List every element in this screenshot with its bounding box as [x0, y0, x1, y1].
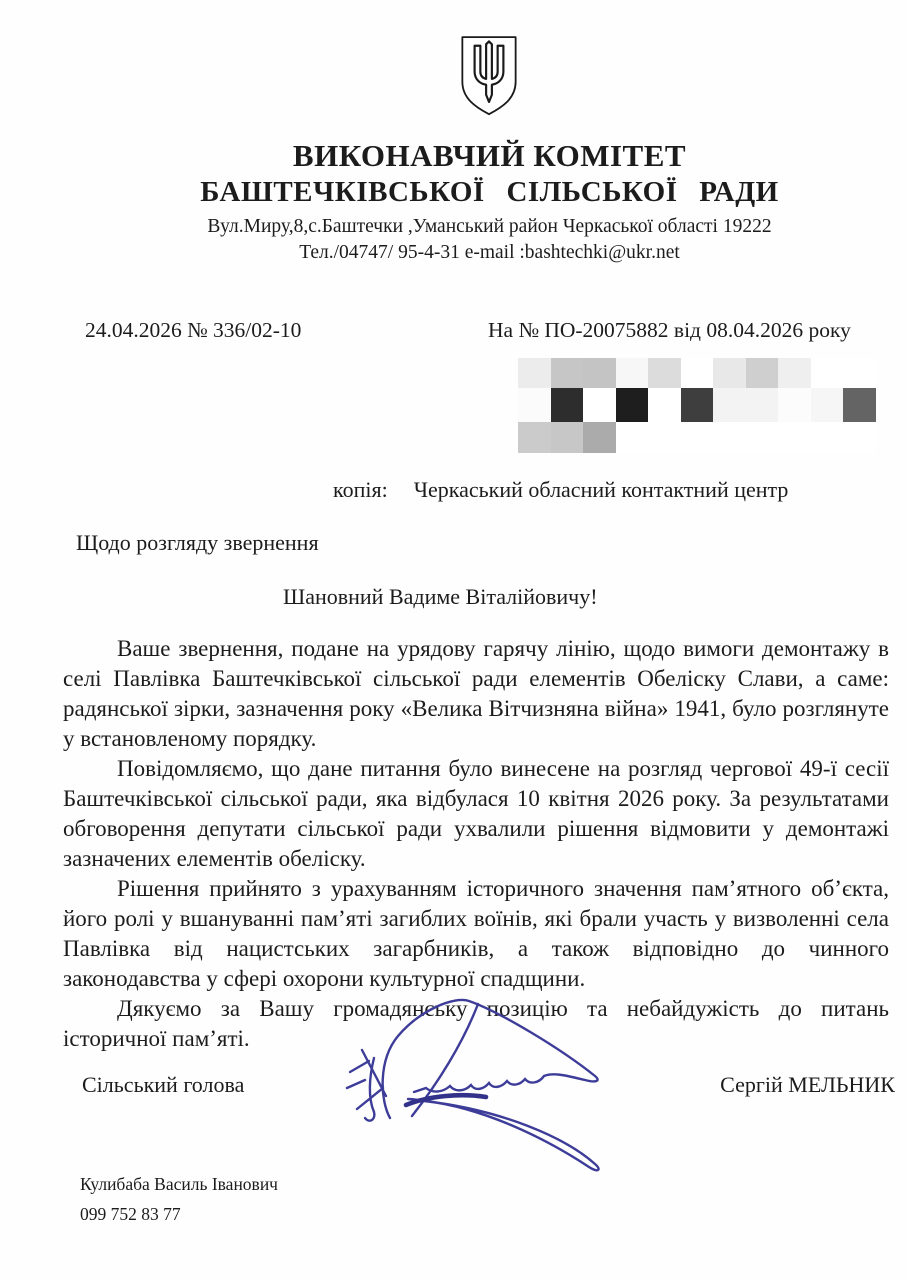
- org-name-line2: БАШТЕЧКІВСЬКОЇ СІЛЬСЬКОЇ РАДИ: [200, 176, 779, 208]
- mosaic-cell: [681, 358, 714, 388]
- body-paragraph: Рішення прийнято з урахуванням історичного значення пам’ятного об’єкта, його ролі у вшануванні пам’яті загиблих воїнів, які брали участь у визволенні села Павлівка від нацистських загарбників, а також відповідно до чинного законодавства у сфері охорони культурної спадщини.: [63, 876, 889, 991]
- mosaic-cell: [778, 388, 811, 422]
- mosaic-cell: [583, 422, 616, 453]
- outgoing-reference: 24.04.2026 № 336/02-10: [85, 318, 302, 342]
- redacted-recipient-mosaic: [518, 358, 876, 453]
- mosaic-cell: [616, 358, 649, 388]
- mosaic-cell: [681, 422, 714, 453]
- executor-phone: 099 752 83 77: [80, 1204, 181, 1224]
- incoming-reference: На № ПО-20075882 від 08.04.2026 року: [488, 318, 851, 342]
- copy-line: [333, 477, 788, 503]
- mosaic-cell: [746, 358, 779, 388]
- copy-label: копія:: [333, 477, 388, 502]
- mosaic-cell: [681, 388, 714, 422]
- mosaic-cell: [648, 388, 681, 422]
- mosaic-cell: [746, 388, 779, 422]
- mosaic-cell: [518, 422, 551, 453]
- mosaic-cell: [551, 358, 584, 388]
- mosaic-cell: [518, 388, 551, 422]
- mosaic-cell: [811, 388, 844, 422]
- handwritten-signature: [328, 988, 662, 1190]
- signer-position: Сільський голова: [82, 1072, 245, 1097]
- org-address: Вул.Миру,8,с.Баштечки ,Уманський район Черкаської області 19222: [207, 216, 772, 237]
- mosaic-cell: [811, 358, 844, 388]
- mosaic-cell: [843, 422, 876, 453]
- mosaic-cell: [648, 358, 681, 388]
- subject-line: Щодо розгляду звернення: [76, 530, 319, 555]
- mosaic-cell: [843, 388, 876, 422]
- mosaic-cell: [648, 422, 681, 453]
- mosaic-cell: [583, 358, 616, 388]
- body-paragraph: Ваше звернення, подане на урядову гарячу лінію, щодо вимоги демонтажу в селі Павлівка Баштечківської сільської ради елементів Обеліску Слави, а саме: радянської зірки, зазначення року «Велика Вітчизняна війна» 1941, було розглянуте у встановленому порядку.: [63, 636, 889, 751]
- mosaic-cell: [583, 388, 616, 422]
- copy-recipient: Черкаський обласний контактний центр: [413, 477, 789, 502]
- mosaic-cell: [551, 422, 584, 453]
- mosaic-cell: [843, 358, 876, 388]
- mosaic-cell: [616, 388, 649, 422]
- mosaic-cell: [713, 422, 746, 453]
- mosaic-cell: [616, 422, 649, 453]
- mosaic-cell: [518, 358, 551, 388]
- salutation: Шановний Вадиме Віталійовичу!: [283, 584, 598, 609]
- ukraine-trident-icon: [453, 34, 525, 118]
- org-contact: Тел./04747/ 95-4-31 e-mail :bashtechki@ukr.net: [299, 242, 680, 263]
- mosaic-cell: [713, 388, 746, 422]
- mosaic-cell: [713, 358, 746, 388]
- signer-name: Сергій МЕЛЬНИК: [720, 1072, 895, 1097]
- mosaic-cell: [551, 388, 584, 422]
- body-paragraph: Дякуємо за Вашу громадянську позицію та небайдужість до питань історичної пам’яті.: [63, 996, 889, 1051]
- mosaic-cell: [778, 358, 811, 388]
- org-name-line1: ВИКОНАВЧИЙ КОМІТЕТ: [292, 138, 687, 173]
- mosaic-cell: [778, 422, 811, 453]
- body-paragraph: Повідомляємо, що дане питання було винесене на розгляд чергової 49-ї сесії Баштечківської сільської ради, яка відбулася 10 квітня 2026 року. За результатами обговорення депутати сільської ради ухвалили рішення відмовити у демонтажі зазначених елементів обеліску.: [63, 756, 889, 871]
- executor-name: Кулибаба Василь Іванович: [80, 1174, 278, 1194]
- mosaic-cell: [811, 422, 844, 453]
- mosaic-cell: [746, 422, 779, 453]
